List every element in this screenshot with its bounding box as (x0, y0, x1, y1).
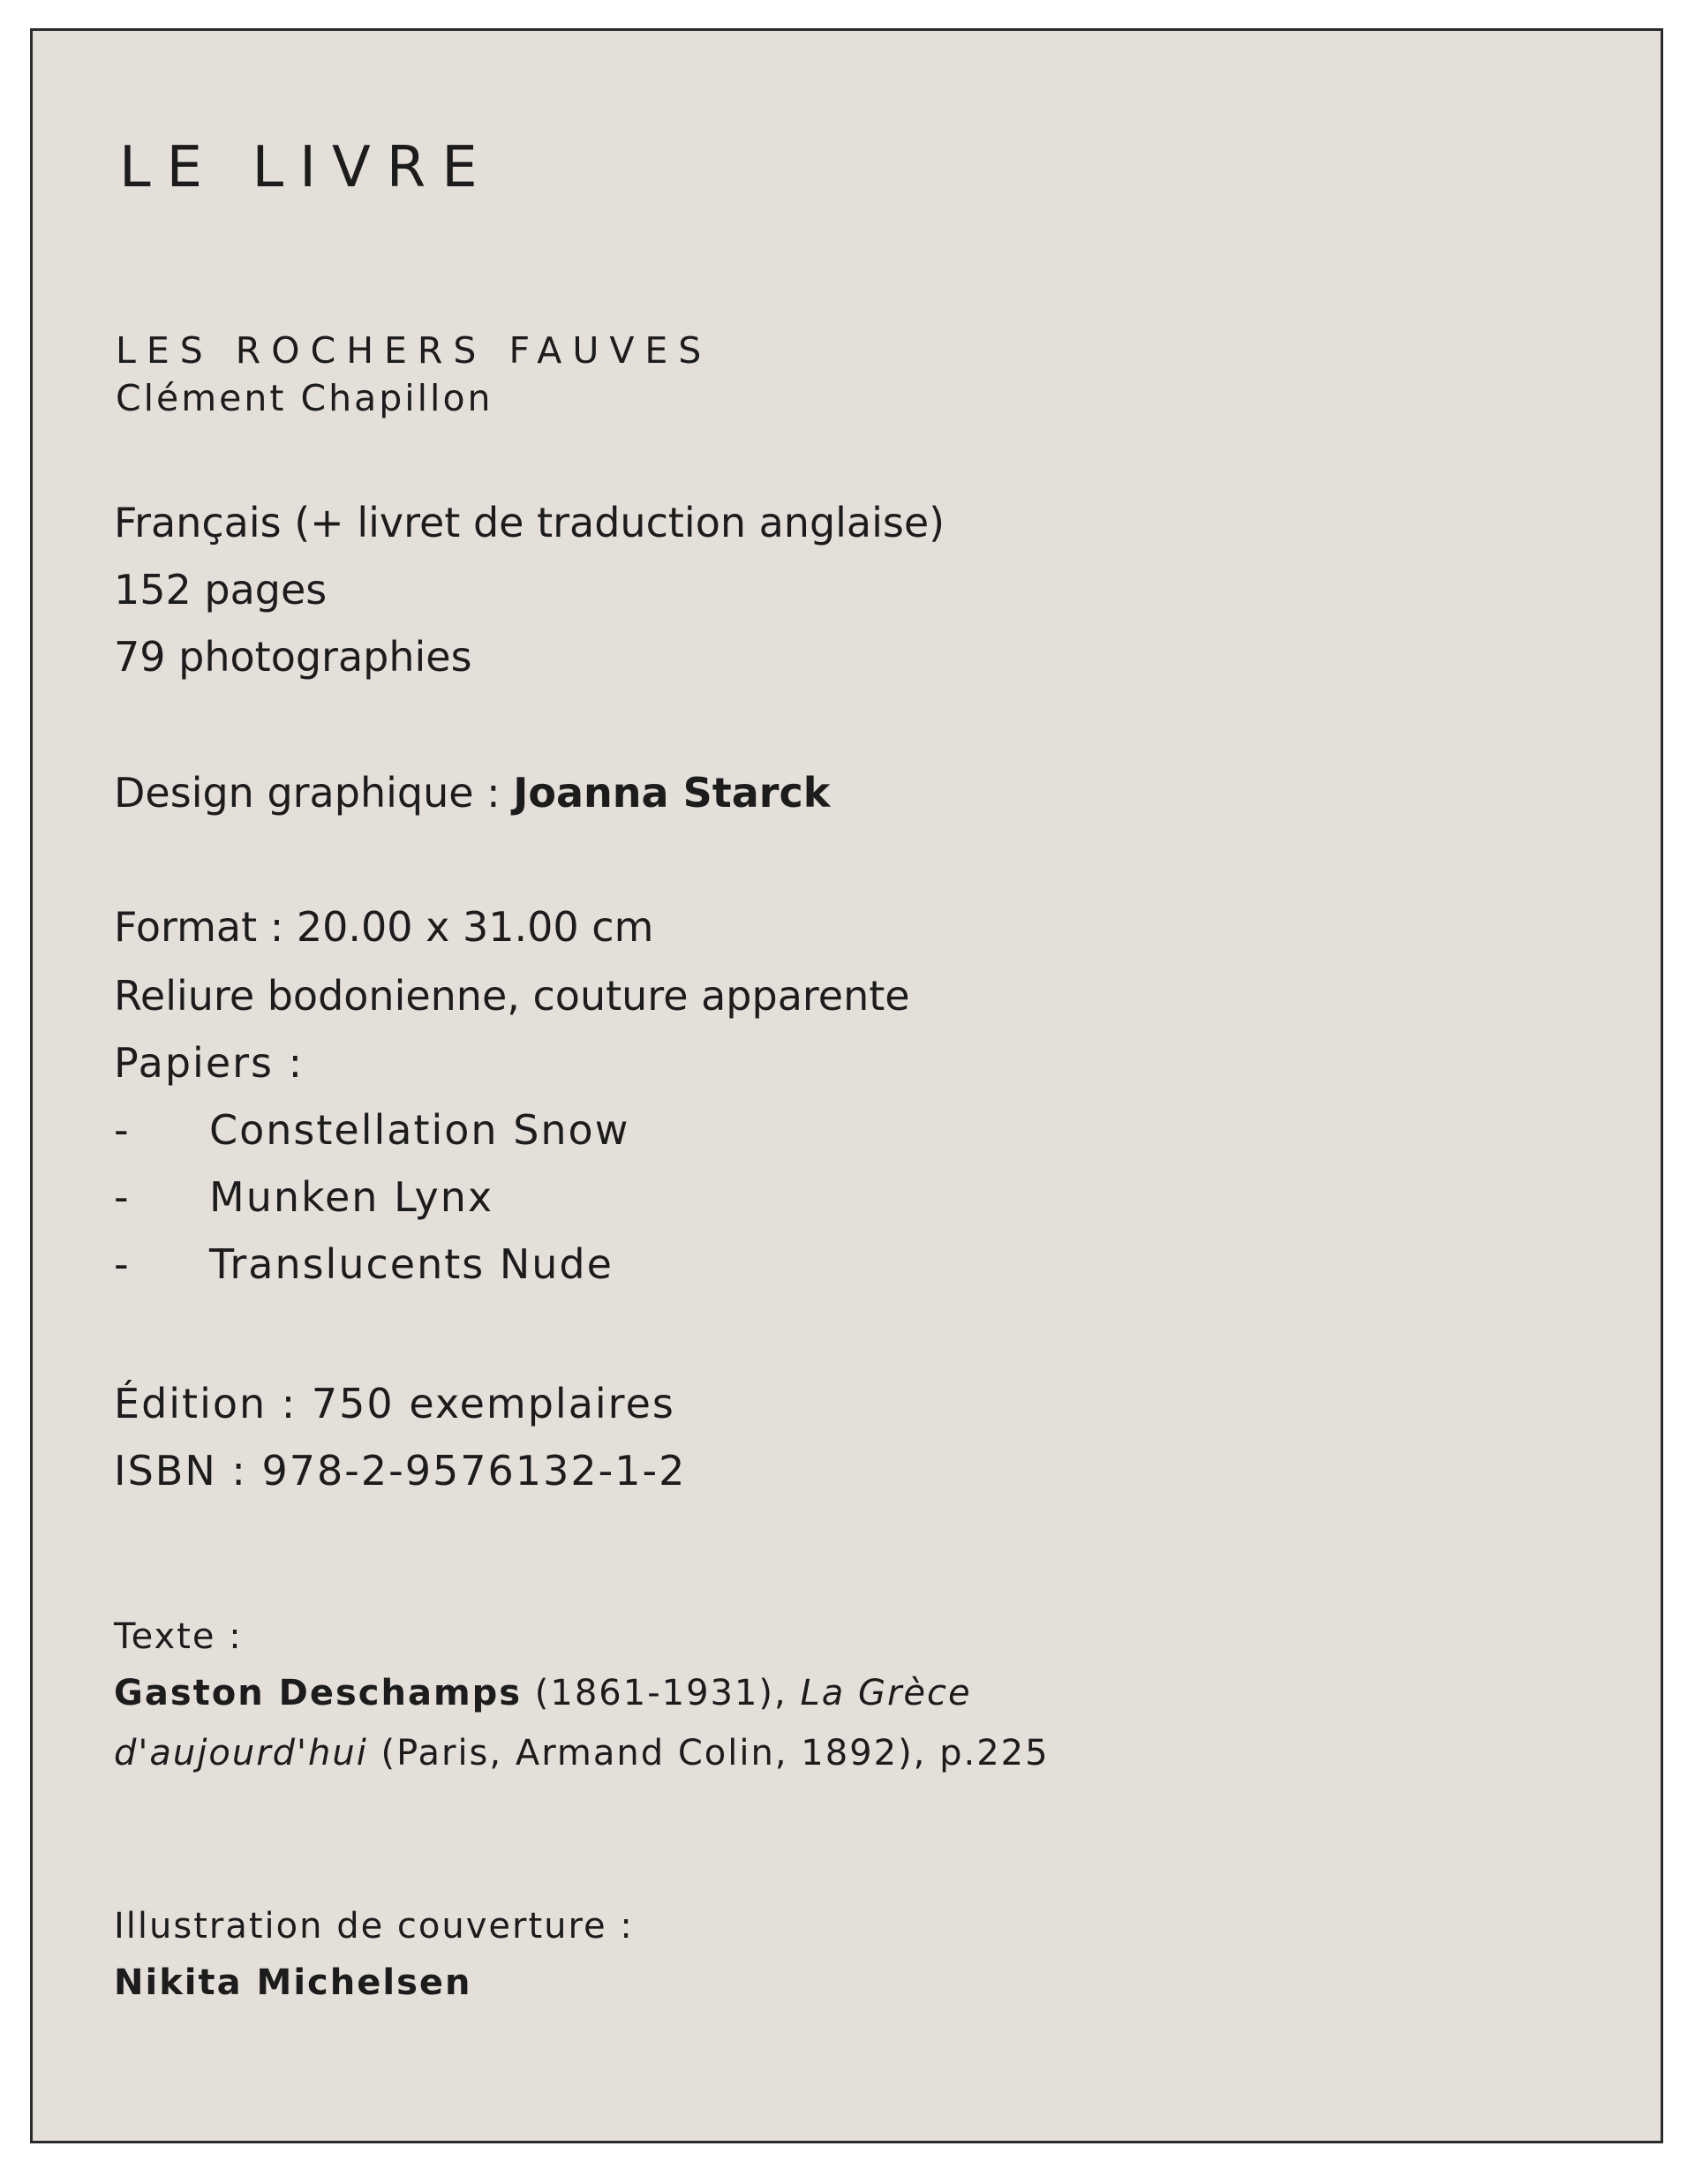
book-info-card (30, 28, 1663, 2143)
book-title: LES ROCHERS FAUVES (116, 329, 712, 372)
isbn-line: ISBN : 978-2-9576132-1-2 (114, 1447, 687, 1495)
page-count: 152 pages (114, 566, 328, 614)
design-label: Design graphique : (114, 769, 514, 817)
text-author: Gaston Deschamps (114, 1673, 523, 1713)
cover-label: Illustration de couverture : (114, 1906, 634, 1947)
text-label: Texte : (114, 1616, 243, 1657)
list-dash: - (114, 1240, 131, 1288)
text-source-line-1 (114, 1673, 972, 1713)
list-dash: - (114, 1173, 131, 1221)
text-author-years: (1861-1931), (522, 1673, 801, 1713)
paper-item (114, 1240, 614, 1288)
paper-name: Munken Lynx (209, 1173, 494, 1221)
papers-label: Papiers : (114, 1039, 305, 1087)
designer-name: Joanna Starck (513, 769, 831, 817)
list-dash: - (114, 1106, 131, 1154)
edition-line: Édition : 750 exemplaires (114, 1380, 675, 1427)
section-title: LE LIVRE (119, 135, 493, 200)
design-credit (114, 769, 830, 817)
binding-line: Reliure bodonienne, couture apparente (114, 972, 910, 1020)
paper-item (114, 1106, 629, 1154)
text-work-title-cont: d'aujourd'hui (114, 1733, 368, 1774)
text-source-line-2 (114, 1733, 1050, 1774)
paper-name: Translucents Nude (209, 1240, 614, 1288)
paper-name: Constellation Snow (209, 1106, 630, 1154)
book-author: Clément Chapillon (116, 377, 493, 419)
paper-item (114, 1173, 493, 1221)
text-work-title: La Grèce (800, 1673, 972, 1713)
language-line: Français (+ livret de traduction anglaise) (114, 499, 945, 546)
text-publication: (Paris, Armand Colin, 1892), p.225 (367, 1733, 1050, 1774)
cover-artist: Nikita Michelsen (114, 1962, 472, 2003)
photo-count: 79 photographies (114, 633, 472, 681)
format-line: Format : 20.00 x 31.00 cm (114, 903, 654, 951)
